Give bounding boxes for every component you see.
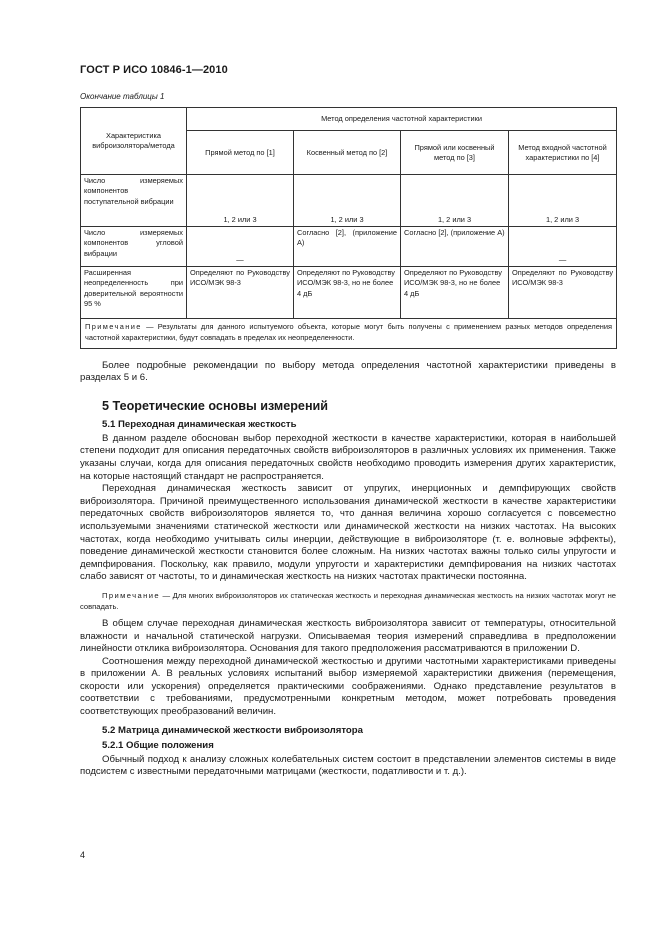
paragraph: В данном разделе обоснован выбор переходной жесткости в качестве характеристики, которая в наибольшей степени подходит для описания передаточных свойств виброизоляторов в различных условиях их применения. Также указаны случаи, когда для описания передаточных свойств необходимо проводить измерения других характеристик, на которые настоящий стандарт не распространяется. xyxy=(80,432,616,482)
table-row xyxy=(81,175,617,227)
table-cell: Согласно [2], (приложение А) xyxy=(401,227,509,267)
paragraph: Соотношения между переходной динамической жесткостью и другими частотными характеристиками приведены в приложении А. В реальных условиях испытаний выбор измеряемой характеристики движения (перемещения, скорости или ускорения) определяется практическими соображениями. Однако представление результатов в соответствии с требованиями, предусмотренными конкретным методом, может потребовать проведения соответствующих преобразований величин. xyxy=(80,655,616,718)
table-caption: Окончание таблицы 1 xyxy=(80,92,165,101)
table-cell: Определяют по Руководству ИСО/МЭК 98-3, но не более 4 дБ xyxy=(294,267,401,319)
table-header-row xyxy=(81,108,617,131)
column-header-characteristic: Характеристика виброизолятора/метода xyxy=(81,108,187,175)
method-header: Прямой метод по [1] xyxy=(187,131,294,175)
paragraph-after-table: Более подробные рекомендации по выбору метода определения частотной характеристики приведены в разделах 5 и 6. xyxy=(80,359,616,384)
note-text: — Для многих виброизоляторов их статическая жесткость и переходная динамическая жесткость на низких частотах могут не совпадать. xyxy=(80,590,616,611)
row-label: Число измеряемых компонентов поступательной вибрации xyxy=(81,175,187,227)
methods-table xyxy=(80,107,617,349)
row-label: Число измеряемых компонентов угловой вибрации xyxy=(81,227,187,267)
method-header: Прямой или косвенный метод по [3] xyxy=(401,131,509,175)
subsection-title: 5.1 Переходная динамическая жесткость xyxy=(102,418,297,430)
section-title: 5 Теоретические основы измерений xyxy=(102,398,329,413)
table-cell: Определяют по Руководству ИСО/МЭК 98-3 xyxy=(509,267,617,319)
paragraph: Переходная динамическая жесткость зависит от упругих, инерционных и демпфирующих свойств виброизолятора. Причиной преимущественного использования динамической жесткости в качестве характеристики передаточных свойств виброизоляторов является то, что данная величина хорошо согласуется с повсеместно используемыми значениями статической жесткости или динамической жесткости на низких частотах. На высоких частотах, когда необходимо учитывать силы инерции, действующие в виброизоляторе (т. е. волновые эффекты), поведение динамической жесткости становится более сложным. На низких частотах важны только силы упругости и демпфирования. Поскольку, как правило, модули упругости и характеристики демпфирования на низких частотах слабо зависят от частоты, то и динамическая жесткость на низких частотах практически постоянна. xyxy=(80,483,616,583)
table-note-row xyxy=(81,319,617,348)
table-row xyxy=(81,267,617,319)
page xyxy=(80,64,616,779)
table-cell: Определяют по Руководству ИСО/МЭК 98-3, но не более 4 дБ xyxy=(401,267,509,319)
table-cell: 1, 2 или 3 xyxy=(509,175,617,227)
paragraph: Обычный подход к анализу сложных колебательных систем состоит в представлении элементов системы в виде подсистем с известными передаточными матрицами (жесткости, податливости и т. д.). xyxy=(80,753,616,778)
table-cell: 1, 2 или 3 xyxy=(187,175,294,227)
note-prefix: Примечание xyxy=(102,590,160,600)
table-cell: 1, 2 или 3 xyxy=(401,175,509,227)
table-cell: 1, 2 или 3 xyxy=(294,175,401,227)
table-row xyxy=(81,227,617,267)
note-prefix: Примечание xyxy=(85,322,142,332)
document-header: ГОСТ Р ИСО 10846-1—2010 xyxy=(80,64,228,76)
table-cell: — xyxy=(187,227,294,267)
note-text: — Результаты для данного испытуемого объекта, которые могут быть получены с применением разных методов определения частотной характеристики, будут совпадать в пределах их неопределенности. xyxy=(85,322,613,343)
table-note xyxy=(81,319,617,348)
table-cell: Согласно [2], (приложение А) xyxy=(294,227,401,267)
note xyxy=(80,590,616,612)
paragraph: В общем случае переходная динамическая жесткость виброизолятора зависит от температуры, относительной влажности и начальной статической нагрузки. Описываемая теория измерений справедлива в предположении линейности отклика виброизолятора. Основания для такого предположения рассматриваются в приложении D. xyxy=(80,617,616,655)
method-header: Косвенный метод по [2] xyxy=(294,131,401,175)
subsubsection-title: 5.2.1 Общие положения xyxy=(102,739,214,751)
row-label: Расширенная неопределенность при доверительной вероятности 95 % xyxy=(81,267,187,319)
subsection-title: 5.2 Матрица динамической жесткости виброизолятора xyxy=(102,724,363,736)
table-cell: — xyxy=(509,227,617,267)
table-cell: Определяют по Руководству ИСО/МЭК 98-3 xyxy=(187,267,294,319)
method-header: Метод входной частотной характеристики по [4] xyxy=(509,131,617,175)
group-header-method: Метод определения частотной характеристики xyxy=(187,108,617,131)
page-number: 4 xyxy=(80,850,86,860)
